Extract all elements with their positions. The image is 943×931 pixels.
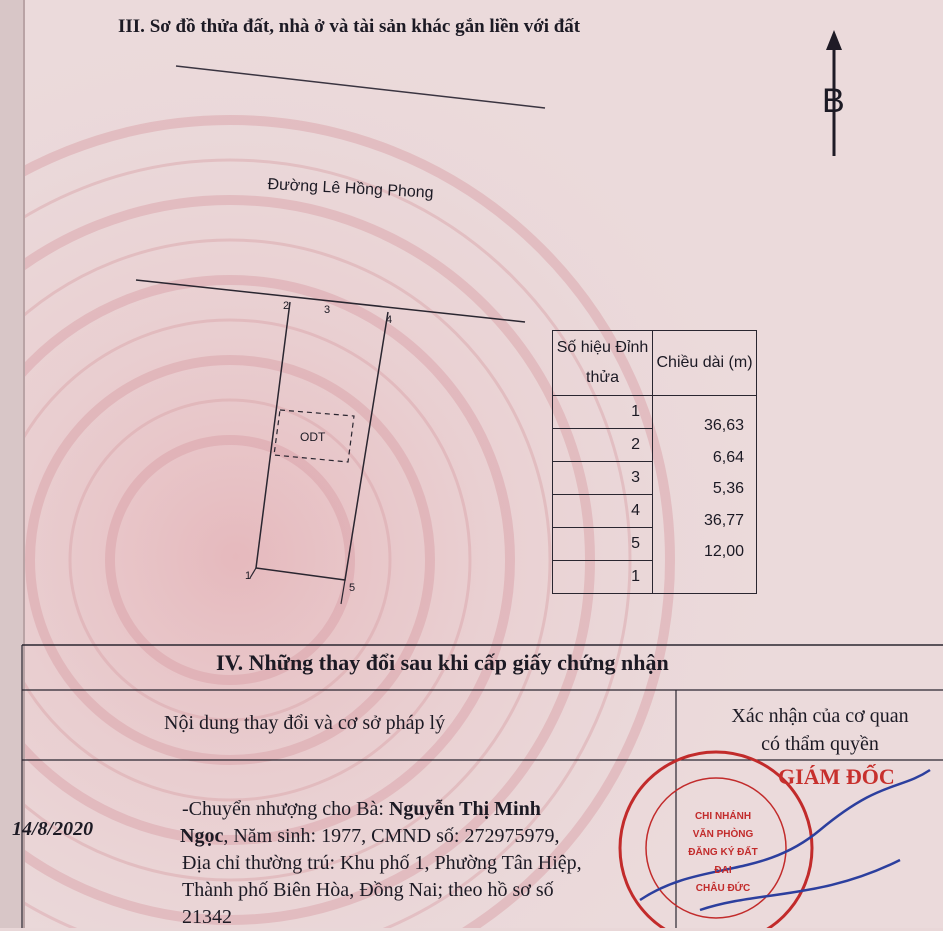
length-value: 36,77: [703, 511, 744, 529]
point-cell: 4: [553, 495, 653, 528]
confirm-line-2: có thẩm quyền: [761, 733, 879, 755]
buyer-name-part-1: Nguyễn Thị Minh: [388, 798, 541, 820]
entry-line-2: [180, 823, 682, 850]
vertex-label-4: 4: [386, 314, 393, 326]
entry-line-1: [182, 796, 682, 823]
buyer-id-details: , Năm sinh: 1977, CMND số: 272975979,: [223, 825, 560, 847]
stamp-inner-text: [688, 808, 758, 898]
header-length: Chiều dài (m): [653, 331, 757, 396]
vertex-label-2: 2: [283, 300, 290, 312]
north-label: B: [822, 82, 845, 120]
point-cell: 1: [553, 396, 653, 429]
entry-line-5: 21342: [182, 906, 232, 928]
lengths-cell: [653, 396, 757, 594]
land-type-label: ODT: [300, 430, 326, 444]
entry-line-4: Thành phố Biên Hòa, Đồng Nai; theo hồ sơ số: [182, 879, 554, 901]
entry-prefix: -Chuyển nhượng cho Bà:: [182, 798, 389, 820]
column-header-confirmation: [700, 702, 940, 758]
header-point: Số hiệu Đỉnh thửa: [553, 331, 653, 396]
length-value: 12,00: [703, 543, 744, 560]
point-cell: 1: [553, 561, 653, 594]
stamp-line: VĂN PHÒNG: [692, 829, 754, 840]
stamp-line: CHI NHÁNH: [694, 811, 752, 822]
change-date: 14/8/2020: [12, 818, 94, 840]
changes-section-title: IV. Những thay đổi sau khi cấp giấy chứng nhận: [216, 650, 669, 675]
heading-text: Sơ đồ thửa đất, nhà ở và tài sản khác gắn liền với đất: [149, 16, 581, 37]
length-value: 6,64: [712, 448, 744, 466]
section-heading: [118, 16, 580, 38]
entry-line-3: Địa chỉ thường trú: Khu phố 1, Phường Tân Hiệp,: [182, 852, 582, 874]
stamp-line: ĐĂNG KÝ ĐẤT ĐAI: [688, 847, 758, 876]
director-title: GIÁM ĐỐC: [778, 764, 895, 789]
point-cell: 3: [553, 462, 653, 495]
parcel-dimension-table: [552, 330, 757, 594]
road-name: Đường Lê Hồng Phong: [267, 176, 434, 202]
table-row: [553, 396, 757, 429]
table-header-row: [553, 331, 757, 396]
column-header-content: Nội dung thay đổi và cơ sở pháp lý: [164, 712, 446, 734]
vertex-label-3: 3: [324, 304, 331, 316]
length-value: 5,36: [712, 480, 744, 497]
length-value: 36,63: [703, 417, 744, 434]
point-cell: 5: [553, 528, 653, 561]
vertex-label-5: 5: [349, 582, 356, 594]
change-entry: [182, 796, 682, 931]
buyer-name-part-2: Ngọc: [180, 825, 224, 847]
heading-marker: III.: [118, 16, 145, 37]
vertex-label-1: 1: [245, 570, 252, 582]
stamp-line: CHÂU ĐỨC: [695, 883, 751, 894]
point-cell: 2: [553, 429, 653, 462]
confirm-line-1: Xác nhận của cơ quan: [731, 705, 909, 727]
